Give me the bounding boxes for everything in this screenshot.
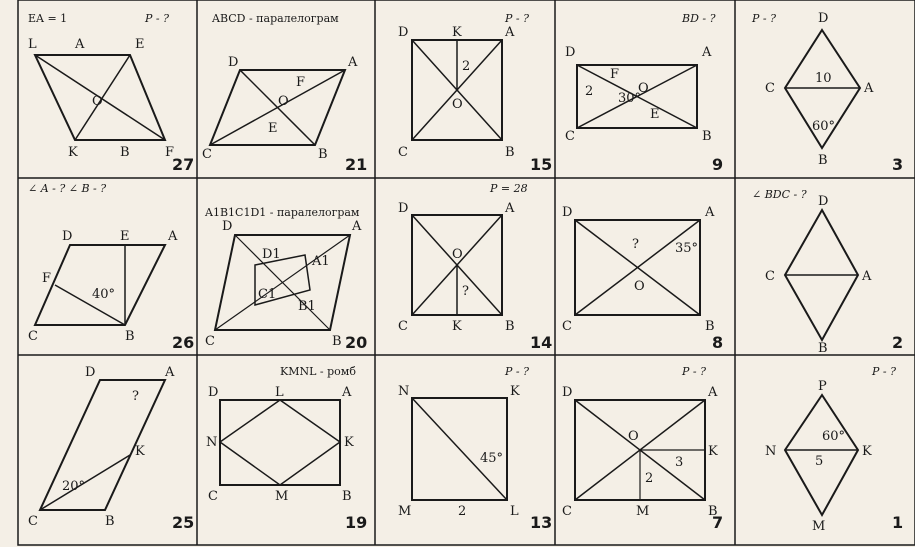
svg-text:C1: C1 (258, 287, 277, 302)
svg-text:O: O (452, 97, 463, 112)
cell-13 (398, 365, 552, 532)
svg-text:B: B (332, 334, 342, 349)
svg-text:C: C (765, 81, 775, 96)
cell-number: 26 (172, 333, 195, 352)
svg-text:E: E (268, 121, 278, 136)
cell-9 (565, 12, 723, 174)
svg-text:A: A (348, 55, 358, 70)
svg-text:2: 2 (462, 59, 471, 74)
cell-question: P - ? (682, 365, 707, 378)
svg-text:C: C (28, 514, 38, 529)
cell-7 (562, 365, 723, 532)
svg-text:2: 2 (458, 504, 467, 519)
cell-task: A1B1C1D1 - паралелограм (205, 206, 360, 219)
svg-text:D: D (565, 45, 576, 60)
cell-question: P - ? (505, 365, 530, 378)
cell-1 (765, 365, 903, 534)
svg-text:F: F (610, 67, 620, 82)
cell-number: 1 (892, 513, 904, 532)
svg-text:A: A (165, 365, 175, 380)
cell-question: ∠ BDC - ? (752, 188, 807, 201)
svg-text:A1: A1 (312, 254, 330, 269)
svg-text:M: M (812, 519, 826, 534)
cell-15 (398, 12, 552, 174)
svg-text:3: 3 (675, 455, 684, 470)
svg-text:A: A (352, 219, 362, 234)
svg-text:D: D (62, 229, 73, 244)
svg-text:45°: 45° (480, 451, 504, 466)
cell-question: P - ? (505, 12, 530, 25)
svg-text:K: K (344, 435, 354, 450)
svg-text:B: B (708, 504, 718, 519)
cell-task: ABCD - паралелограм (212, 12, 339, 25)
svg-text:D: D (228, 55, 239, 70)
svg-text:5: 5 (815, 454, 824, 469)
svg-text:A: A (708, 385, 718, 400)
svg-text:D: D (562, 205, 573, 220)
cell-number: 3 (892, 155, 904, 174)
svg-text:K: K (135, 444, 145, 459)
svg-text:B: B (120, 145, 130, 160)
svg-text:A: A (342, 385, 352, 400)
cell-number: 8 (712, 333, 724, 352)
cell-number: 9 (712, 155, 724, 174)
svg-text:E: E (120, 229, 130, 244)
svg-text:60°: 60° (822, 429, 846, 444)
svg-text:B: B (505, 319, 515, 334)
svg-text:60°: 60° (812, 119, 836, 134)
svg-text:B1: B1 (298, 299, 316, 314)
cell-number: 21 (345, 155, 368, 174)
cell-question: P - ? (752, 12, 777, 25)
svg-text:D: D (562, 385, 573, 400)
svg-text:A: A (75, 37, 85, 52)
cell-26 (28, 182, 194, 352)
svg-text:F: F (165, 145, 175, 160)
cell-number: 15 (530, 155, 553, 174)
svg-text:K: K (452, 319, 462, 334)
cell-question: ∠ A - ? ∠ B - ? (28, 182, 107, 195)
svg-text:A: A (702, 45, 712, 60)
svg-text:O: O (278, 94, 289, 109)
cell-question: P - ? (145, 12, 170, 25)
svg-text:D: D (85, 365, 96, 380)
svg-text:C: C (765, 269, 775, 284)
svg-text:O: O (638, 81, 649, 96)
svg-text:E: E (650, 107, 660, 122)
cell-task: KMNL - ромб (280, 365, 356, 378)
svg-text:N: N (765, 444, 777, 459)
svg-text:D: D (818, 194, 829, 209)
svg-text:O: O (628, 429, 639, 444)
svg-text:20°: 20° (62, 479, 86, 494)
svg-text:L: L (510, 504, 519, 519)
cell-question: P = 28 (490, 182, 528, 195)
svg-text:C: C (562, 504, 572, 519)
svg-text:35°: 35° (675, 241, 699, 256)
svg-text:K: K (452, 25, 462, 40)
cell-2 (752, 188, 903, 356)
svg-text:A: A (705, 205, 715, 220)
svg-text:N: N (398, 384, 410, 399)
svg-text:A: A (864, 81, 874, 96)
svg-text:B: B (702, 129, 712, 144)
cell-question: BD - ? (682, 12, 716, 25)
svg-text:B: B (105, 514, 115, 529)
svg-text:F: F (296, 75, 306, 90)
svg-text:B: B (342, 489, 352, 504)
svg-text:?: ? (132, 389, 139, 404)
cell-number: 19 (345, 513, 368, 532)
cell-task: EA = 1 (28, 12, 68, 25)
svg-text:C: C (28, 329, 38, 344)
svg-text:D: D (208, 385, 219, 400)
svg-text:C: C (208, 489, 218, 504)
cell-number: 27 (172, 155, 195, 174)
cell-25 (28, 365, 194, 532)
svg-text:L: L (275, 385, 284, 400)
svg-text:N: N (206, 435, 218, 450)
cell-21 (202, 12, 367, 174)
svg-text:K: K (68, 145, 78, 160)
svg-text:?: ? (632, 237, 639, 252)
cell-14 (398, 182, 552, 352)
svg-text:B: B (318, 147, 328, 162)
svg-text:A: A (862, 269, 872, 284)
svg-text:A: A (505, 25, 515, 40)
svg-text:30°: 30° (618, 91, 642, 106)
svg-text:10: 10 (815, 71, 832, 86)
svg-text:C: C (398, 145, 408, 160)
svg-text:2: 2 (645, 471, 654, 486)
svg-text:2: 2 (585, 84, 594, 99)
cell-question: P - ? (872, 365, 897, 378)
cell-number: 14 (530, 333, 553, 352)
svg-text:?: ? (462, 284, 469, 299)
svg-text:K: K (708, 444, 718, 459)
svg-text:C: C (562, 319, 572, 334)
svg-text:C: C (202, 147, 212, 162)
cell-20 (204, 206, 367, 352)
svg-text:O: O (92, 94, 103, 109)
svg-text:K: K (862, 444, 872, 459)
svg-text:M: M (636, 504, 650, 519)
cell-number: 25 (172, 513, 195, 532)
svg-text:40°: 40° (92, 287, 116, 302)
svg-text:B: B (818, 153, 828, 168)
svg-text:M: M (398, 504, 412, 519)
svg-text:E: E (135, 37, 145, 52)
svg-text:C: C (565, 129, 575, 144)
svg-text:O: O (634, 279, 645, 294)
svg-text:M: M (275, 489, 289, 504)
cell-number: 7 (712, 513, 724, 532)
cell-number: 20 (345, 333, 368, 352)
svg-text:B: B (505, 145, 515, 160)
svg-text:F: F (42, 271, 52, 286)
svg-text:K: K (510, 384, 520, 399)
cell-8 (562, 205, 723, 352)
svg-text:D: D (398, 25, 409, 40)
cell-27 (28, 12, 194, 174)
svg-text:D1: D1 (262, 247, 281, 262)
svg-text:B: B (818, 341, 828, 356)
svg-text:B: B (125, 329, 135, 344)
svg-text:P: P (818, 379, 827, 394)
svg-text:B: B (705, 319, 715, 334)
cell-19 (206, 365, 367, 532)
cell-3 (751, 11, 903, 174)
svg-text:A: A (168, 229, 178, 244)
grid (18, 0, 915, 545)
svg-text:O: O (452, 247, 463, 262)
svg-text:D: D (818, 11, 829, 26)
cell-number: 13 (530, 513, 553, 532)
svg-text:D: D (222, 219, 233, 234)
cell-number: 2 (892, 333, 904, 352)
svg-text:C: C (205, 334, 215, 349)
svg-text:C: C (398, 319, 408, 334)
svg-text:D: D (398, 201, 409, 216)
svg-text:L: L (28, 37, 37, 52)
svg-text:A: A (505, 201, 515, 216)
